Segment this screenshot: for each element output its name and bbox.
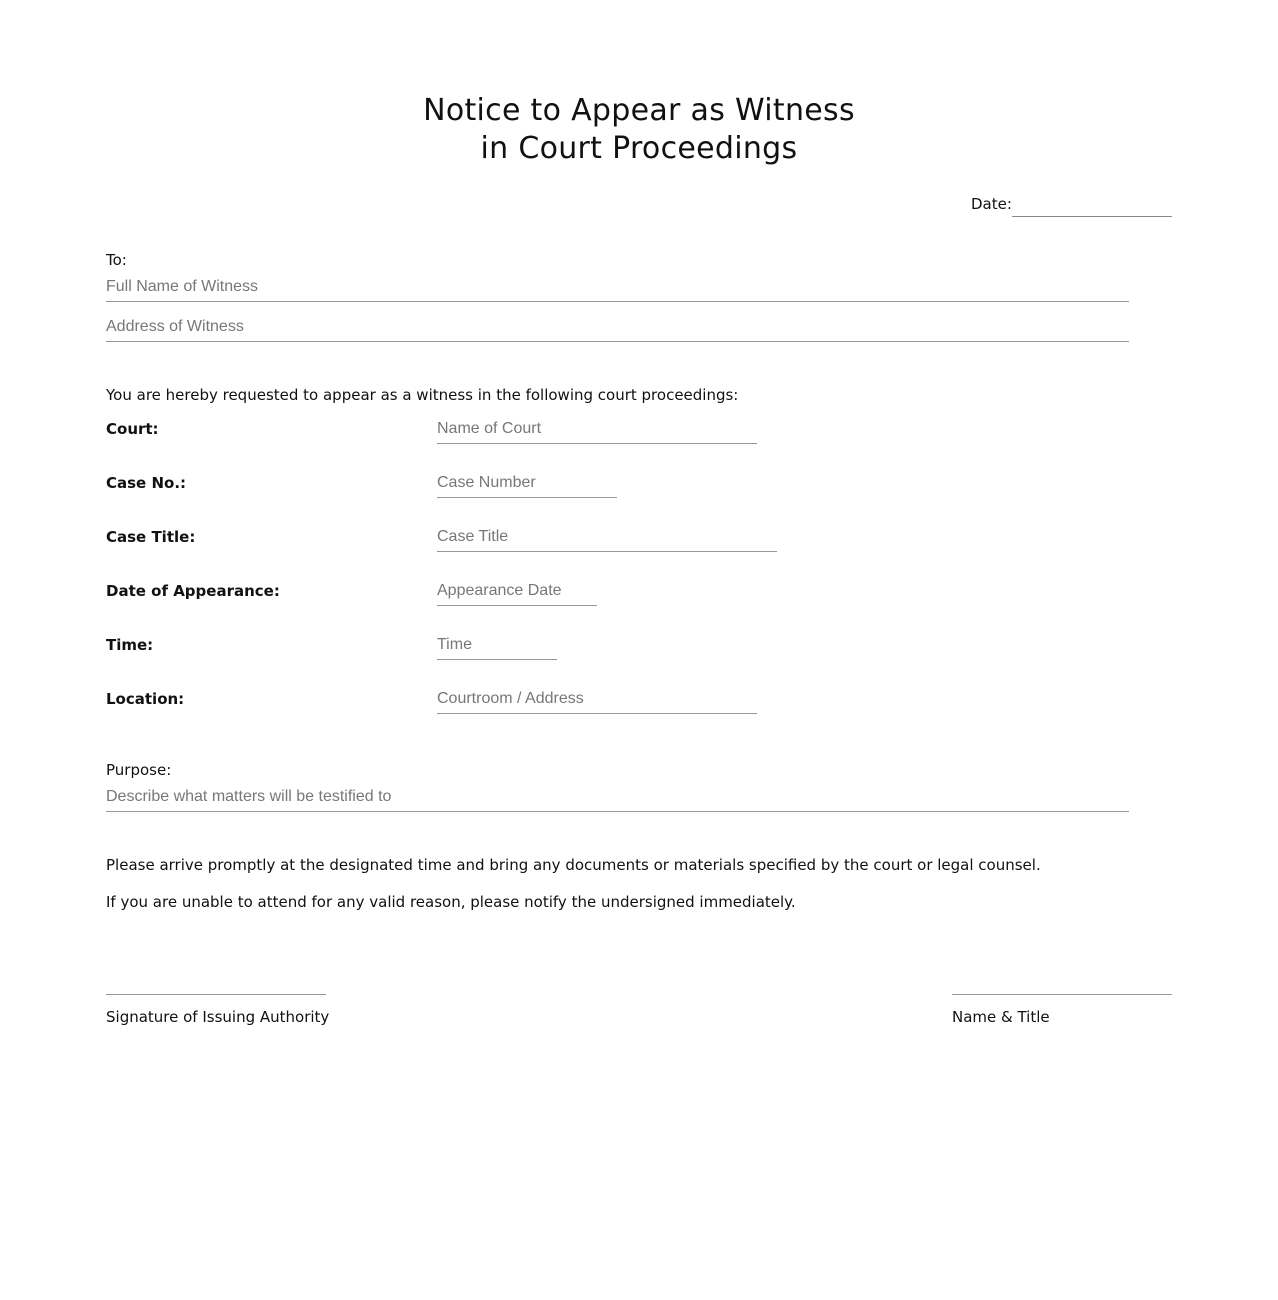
- instruction-notify: If you are unable to attend for any valid reason, please notify the undersigned immediately.: [106, 893, 796, 911]
- date-input[interactable]: [1012, 194, 1172, 217]
- date-label: Date:: [971, 195, 1012, 213]
- name-title-label: Name & Title: [952, 1008, 1050, 1026]
- instruction-arrive: Please arrive promptly at the designated time and bring any documents or materials specified by the court or legal counsel.: [106, 856, 1041, 874]
- name-title-line[interactable]: [952, 994, 1172, 995]
- time-input[interactable]: [437, 633, 557, 660]
- appearance-date-label: Date of Appearance:: [106, 582, 280, 600]
- purpose-label: Purpose:: [106, 761, 172, 779]
- witness-name-input[interactable]: [106, 275, 1129, 302]
- location-input[interactable]: [437, 687, 757, 714]
- signature-label: Signature of Issuing Authority: [106, 1008, 330, 1026]
- time-label: Time:: [106, 636, 154, 654]
- case-title-label: Case Title:: [106, 528, 196, 546]
- court-input[interactable]: [437, 417, 757, 444]
- signature-line[interactable]: [106, 994, 326, 995]
- document-title: [0, 92, 1278, 168]
- case-title-input[interactable]: [437, 525, 777, 552]
- title-line-1: Notice to Appear as Witness: [423, 93, 855, 128]
- location-label: Location:: [106, 690, 185, 708]
- request-intro: You are hereby requested to appear as a witness in the following court proceedings:: [106, 386, 739, 404]
- case-number-input[interactable]: [437, 471, 617, 498]
- to-label: To:: [106, 251, 127, 269]
- appearance-date-input[interactable]: [437, 579, 597, 606]
- case-no-label: Case No.:: [106, 474, 187, 492]
- court-label: Court:: [106, 420, 159, 438]
- title-line-2: in Court Proceedings: [480, 131, 798, 166]
- purpose-input[interactable]: [106, 785, 1129, 812]
- witness-address-input[interactable]: [106, 315, 1129, 342]
